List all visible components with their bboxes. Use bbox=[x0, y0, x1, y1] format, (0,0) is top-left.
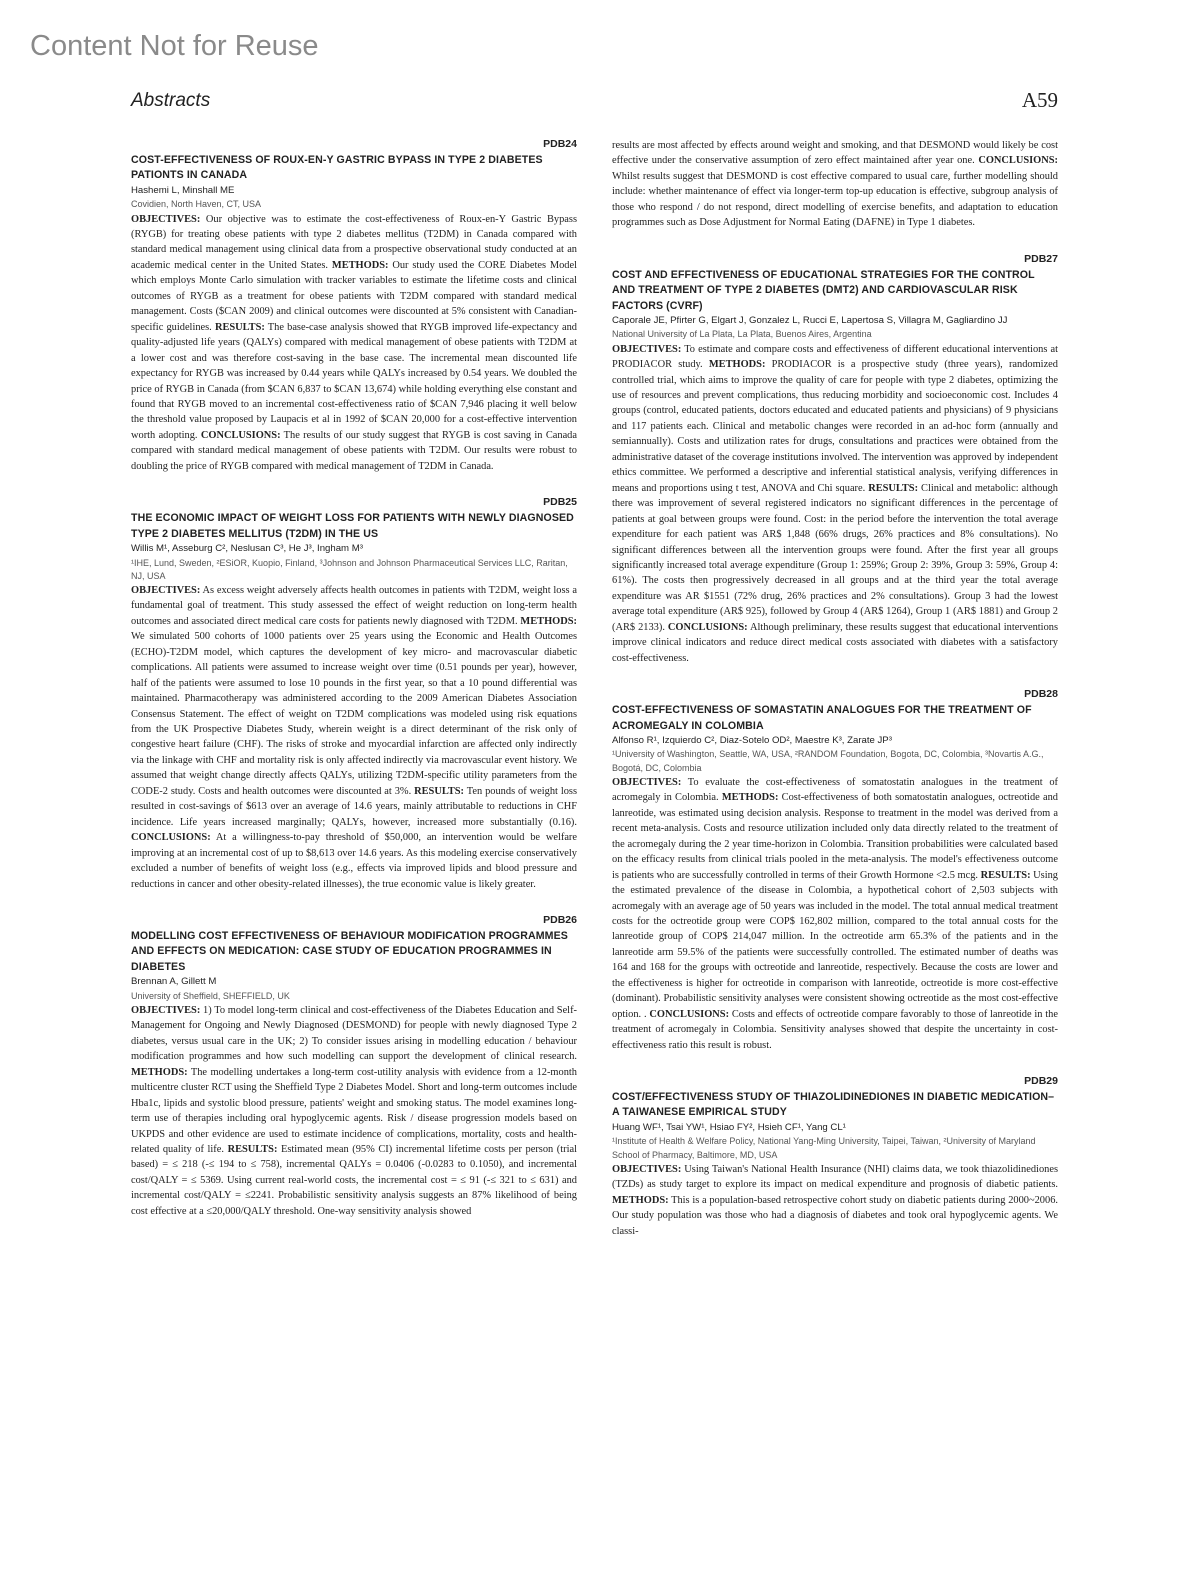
abstract-affiliation: ¹University of Washington, Seattle, WA, USA, ²RANDOM Foundation, Bogota, DC, Colombia, ³Novartis A.G., Bogotá, DC, Colombia bbox=[612, 749, 1044, 773]
abstract-code: PDB28 bbox=[1024, 688, 1058, 701]
abstract-body: OBJECTIVES: Our objective was to estimate the cost-effectiveness of Roux-en-Y Gastric Bypass (RYGB) for treating obese patients with type 2 diabetes mellitus (T2DM) in Canada compared with standard medical management using clinical data from a prospective observational study conducted at an academic medical center in the United States. METHODS: Our study used the CORE Diabetes Model which employs Monte Carlo simulation with tracker variables to estimate the lifetime costs and clinical outcomes of RYGB as a treatment for obese patients with T2DM compared with standard medical management. Costs ($CAN 2009) and clinical outcomes were discounted at 5% consistent with Canadian-specific guidelines. RESULTS: The base-case analysis showed that RYGB improved life-expectancy and quality-adjusted life years (QALYs) compared with medical management of obese patients with T2DM at a lower cost and was therefore cost-saving in the base case. The incremental mean discounted life expectancy for RYGB was increased by 0.44 years while QALYs increased by 0.54 years. We doubled the price of RYGB in Canada (from $CAN 6,837 to $CAN 13,674) while holding everything else constant and found that RYGB moved to an incremental cost-effectiveness ratio of $CAN 7,946 placing it well below the threshold value proposed by Laupacis et al in 1992 of $CAN 20,000 for a cost-effective intervention worth adopting. CONCLUSIONS: The results of our study suggest that RYGB is cost saving in Canada compared with standard medical management of obese patients with T2DM. Our results were robust to doubling the price of RYGB compared with medical management of T2DM in Canada. bbox=[131, 213, 578, 472]
abstract-body: OBJECTIVES: To evaluate the cost-effectiveness of somatostatin analogues in the treatment of acromegaly in Colombia. METHODS: Cost-effectiveness of both somatostatin analogues, octreotide and lanreotide, was estimated using decision analysis. Response to treatment in the model was derived from a recent meta-analysis. Costs and resource utilization included only data directly related to the treatment of the acromegaly during the 2 year time-horizon in Colombia. Transition probabilities were calculated based on the efficacy results from clinical trials pooled in the meta-analysis. The model's effectiveness outcome is patients who are successfully controlled in terms of their Growth Hormone <2.5 mcg. RESULTS: Using the estimated prevalence of the disease in Colombia, a hypothetical cohort of 2,503 subjects with acromegaly with an average age of 50 years was included in the model. The total annual medical treatment costs for the octreotide group were COP$ 162,802 million, compared to the total annual costs for the lanreotide group of COP$ 214,047 million. In the octreotide arm 65.3% of the patients and in the lanreotide arm 59.5% of the patients were successfully controlled. The estimated number of deaths was 164 and 168 for the groups with octreotide and lanreotide, respectively. Because the costs are lower and the effectiveness is higher for octreotide in comparison with lanreotide, octreotide is more cost-effective (dominant). Probabilistic sensitivity analyses were consistent showing octreotide as the most cost-effective option. . CONCLUSIONS: Costs and effects of octreotide compare favorably to those of lanreotide in the treatment of acromegaly in Colombia. Sensitivity analyses showed that despite the uncertainty in cost-effectiveness ratio this result is robust. bbox=[612, 776, 1058, 1051]
right-column bbox=[612, 138, 1058, 1261]
abstract-code: PDB27 bbox=[1024, 252, 1058, 265]
abstract-body: OBJECTIVES: Using Taiwan's National Health Insurance (NHI) claims data, we took thiazolidinediones (TZDs) as study target to explore its impact on medical expenditure and prognosis of diabetic patients. METHODS: This is a population-based retrospective cohort study on diabetic patients during 2000~2006. Our study population was those who had a diagnosis of diabetes and took oral hypoglycemic agents. We classi- bbox=[612, 1163, 1058, 1237]
abstract-authors: Huang WF¹, Tsai YW¹, Hsiao FY², Hsieh CF¹, Yang CL¹ bbox=[612, 1121, 846, 1133]
abstract-affiliation: University of Sheffield, SHEFFIELD, UK bbox=[131, 990, 290, 1001]
watermark: Content Not for Reuse bbox=[30, 30, 319, 62]
left-column bbox=[131, 138, 577, 1241]
abstract-authors: Alfonso R¹, Izquierdo C², Diaz-Sotelo OD², Maestre K³, Zarate JP³ bbox=[612, 734, 892, 746]
abstract-authors: Willis M¹, Asseburg C², Neslusan C³, He J³, Ingham M³ bbox=[131, 543, 363, 555]
abstract-pdb26-continued bbox=[612, 138, 1058, 231]
abstract-pdb28 bbox=[612, 688, 1058, 1053]
abstract-body: results are most affected by effects around weight and smoking, and that DESMOND would likely be cost effective under the conservative assumption of zero effect maintained after year one. CONCLUSIONS: Whilst results suggest that DESMOND is cost effective compared to usual care, further modelling should include: whether maintenance of effect via longer-term top-up education is effective, subgroup analysis of those who respond / do not respond, direct modelling of exercise benefits, and adaptation to education programmes such as Dose Adjustment for Normal Eating (DAFNE) in Type 1 diabetes. bbox=[612, 140, 1058, 229]
abstract-affiliation: Covidien, North Haven, CT, USA bbox=[131, 199, 262, 210]
abstract-affiliation: ¹Institute of Health & Welfare Policy, National Yang-Ming University, Taipei, Taiwan, ²University of Maryland School of Pharmacy, Baltimore, MD, USA bbox=[612, 1136, 1036, 1160]
abstract-title: COST/EFFECTIVENESS STUDY OF THIAZOLIDINEDIONES IN DIABETIC MEDICATION–A TAIWANESE EMPIRICAL STUDY bbox=[612, 1091, 1055, 1119]
abstract-code: PDB29 bbox=[1024, 1075, 1058, 1088]
page-number: A59 bbox=[1021, 88, 1058, 112]
abstract-affiliation: National University of La Plata, La Plata, Buenos Aires, Argentina bbox=[612, 329, 872, 340]
abstract-code: PDB26 bbox=[543, 914, 577, 926]
abstract-body: OBJECTIVES: To estimate and compare costs and effectiveness of different educational interventions at PRODIACOR study. METHODS: PRODIACOR is a prospective study (three years), randomized controlled trial, which aims to improve the quality of care for people with type 2 diabetes, optimizing the use of resources and prevent complications, thus reducing morbidity and socioeconomic cost. Includes 4 groups (control, educated patients, doctors educated and educated patients and physicians) of 9 physicians and 117 patients each. Clinical and metabolic changes were recorded in an ad-hoc form (annually and semiannually). Costs and utilization rates for drugs, consultations and practices were obtained from the administrative dataset of the coverage institutions involved. The intervention was approved by independent ethics committee. We performed a descriptive and inferential statistical analysis, verifying differences in means and proportions using t test, ANOVA and Chi square. RESULTS: Clinical and metabolic: although there was improvement of several registered indicators no significant differences in the percentage of patients at goal between groups were found. Cost: in the period before the intervention the total average expenditure for each patient was AR$ 1,848 (66% drugs, 26% practices and 8% consultations). No significant differences between all the intervention groups were found. After the first year all groups significantly increased total average expenditure (Group 1: 259%; Group 2: 39%, Group 3: 59%, Group 4: 61%). The costs then progressively decreased in all groups and at the third year the total average expenditure was AR $1551 (72% drug, 26% practices and 2% consultations). Group 3 had the lowest average total expenditure (AR$ 925), followed by Group 4 (AR$ 1264), Group 1 (AR$ 1881) and Group 2 (AR$ 2133). CONCLUSIONS: Although preliminary, these results suggest that educational interventions improve clinical indicators and reduce direct medical costs associated with diabetes with a satisfactory cost-effectiveness. bbox=[612, 343, 1058, 664]
abstract-title: MODELLING COST EFFECTIVENESS OF BEHAVIOUR MODIFICATION PROGRAMMES AND EFFECTS ON MEDICATION: CASE STUDY OF EDUCATION PROGRAMMES IN DIABETES bbox=[131, 930, 568, 973]
abstract-title: COST-EFFECTIVENESS OF SOMASTATIN ANALOGUES FOR THE TREATMENT OF ACROMEGALY IN COLOMBIA bbox=[612, 704, 1032, 732]
abstract-pdb25 bbox=[131, 496, 577, 892]
running-head: Abstracts bbox=[131, 90, 211, 111]
abstract-pdb24 bbox=[131, 138, 577, 474]
abstract-authors: Caporale JE, Pfirter G, Elgart J, Gonzalez L, Rucci E, Lapertosa S, Villagra M, Gagliardino JJ bbox=[612, 314, 1008, 326]
abstract-authors: Hashemi L, Minshall ME bbox=[131, 184, 235, 196]
abstract-title: COST AND EFFECTIVENESS OF EDUCATIONAL STRATEGIES FOR THE CONTROL AND TREATMENT OF TYPE 2 DIABETES (DMT2) AND CARDIOVASCULAR RISK FACTORS (CVRF) bbox=[612, 268, 1035, 312]
abstract-pdb29 bbox=[612, 1075, 1058, 1239]
abstract-pdb27 bbox=[612, 253, 1058, 666]
abstract-code: PDB24 bbox=[543, 138, 577, 150]
abstract-code: PDB25 bbox=[543, 496, 577, 509]
abstract-body: OBJECTIVES: 1) To model long-term clinical and cost-effectiveness of the Diabetes Education and Self-Management for Ongoing and Newly Diagnosed (DESMOND) for people with newly diagnosed Type 2 diabetes, versus usual care in the UK; 2) To consider issues arising in modelling education / behaviour modification programmes and how such modelling can support the development of clinical research. METHODS: The modelling undertakes a long-term cost-utility analysis with evidence from a 12-month multicentre cluster RCT using the Sheffield Type 2 Diabetes Model. Short and long-term outcomes include Hba1c, lipids and systolic blood pressure, patients' weight and smoking status. The model examines long-term use of therapies including oral hypoglycemic agents. Risk / disease progression models based on UKPDS and other evidence are used to estimate incidence of complications, mortality, costs and health-related quality of life. RESULTS: Estimated mean (95% CI) incremental lifetime costs per person (trial based) = ≤ 218 (-≤ 194 to ≤ 758), incremental QALYs = 0.0406 (-0.0283 to 0.1050), and incremental cost/QALY = ≤ 5369. Using current real-world costs, the incremental cost = ≤ 91 (-≤ 321 to ≤ 631) and incremental cost/QALY = ≤2241. Probabilistic sensitivity analysis suggests an 87% likelihood of being cost effective at a ≤20,000/QALY threshold. One-way sensitivity analysis showed bbox=[131, 1004, 577, 1217]
abstract-authors: Brennan A, Gillett M bbox=[131, 976, 217, 988]
abstract-body: OBJECTIVES: As excess weight adversely affects health outcomes in patients with T2DM, weight loss a fundamental goal of treatment. This study assessed the effect of weight reduction on long-term health outcomes and associated direct medical care costs for patients newly diagnosed with T2DM. METHODS: We simulated 500 cohorts of 1000 patients over 25 years using the Economic and Health Outcomes (ECHO)-T2DM model, which captures the development of key micro- and macrovascular diabetic complications. All patients were assumed to increase weight over time (0.51 pounds per year), however, half of the patients were assumed to lose 10 pounds in the first year, so that a 10 pound differential was maintained. Pharmacotherapy was administered according to the 2009 American Diabetes Association Consensus Statement. The effect of weight on T2DM complications was modeled using risk equations from the UK Prospective Diabetes Study, wherein weight is a direct determinant of the risk only of congestive heart failure (CHF). The risks of stroke and myocardial infarction are affected only indirectly via the linkage with CHF and mortality risk is only affected indirectly via macrovascular event history. We assumed that weight change directly affects QALYs, utilizing T2DM-specific utility parameters from the CODE-2 study. Costs and health outcomes were discounted at 3%. RESULTS: Ten pounds of weight loss resulted in cost-savings of $613 over an average of 14.6 years, mainly attributable to reductions in CHF incidence. Life years increased marginally; QALYs, however, increased more substantially (0.16). CONCLUSIONS: At a willingness-to-pay threshold of $50,000, an intervention would be welfare improving at an incremental cost of up to $8,613 over 14.6 years. As this modeling exercise conservatively excluded a number of benefits of weight loss (e.g., effects via improved lipids and blood pressure and reductions in cancer and other obesity-related illnesses), the true economic value is likely greater. bbox=[131, 584, 577, 890]
abstract-title: COST-EFFECTIVENESS OF ROUX-EN-Y GASTRIC BYPASS IN TYPE 2 DIABETES PATIONTS IN CANADA bbox=[131, 154, 543, 182]
abstract-pdb26 bbox=[131, 914, 577, 1219]
abstract-affiliation: ¹IHE, Lund, Sweden, ²ESiOR, Kuopio, Finland, ³Johnson and Johnson Pharmaceutical Services LLC, Raritan, NJ, USA bbox=[131, 557, 568, 581]
abstract-title: THE ECONOMIC IMPACT OF WEIGHT LOSS FOR PATIENTS WITH NEWLY DIAGNOSED TYPE 2 DIABETES MELLITUS (T2DM) IN THE US bbox=[131, 512, 574, 540]
